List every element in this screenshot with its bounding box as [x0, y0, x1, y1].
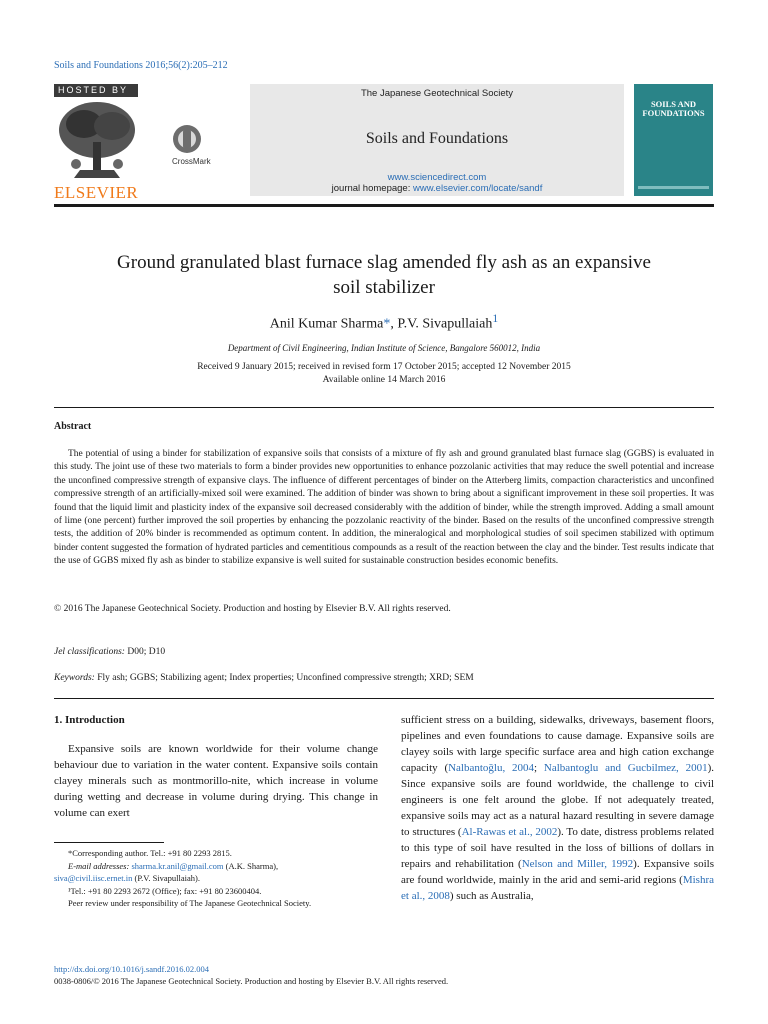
homepage-label: journal homepage: [331, 183, 413, 194]
intro-paragraph [54, 741, 378, 821]
intro-text: Expansive soils are known worldwide for their volume change behaviour due to variation in the water content. Expansive soils contain clayey minerals such as montmorillo-nite, which increase in volume during wetting and decrease in volume during drying. This change in volume can exert [54, 743, 378, 819]
email-owner-sharma: (A.K. Sharma), [223, 860, 279, 871]
crossmark-icon[interactable] [172, 124, 202, 154]
text-run: ). To date, distress problems related to this type of soil have resulted in the loss of billions of dollars in repairs and rehabilitation ( [401, 826, 714, 870]
email-owner-sivapullaiah: (P.V. Sivapullaiah). [132, 873, 201, 883]
citation-link[interactable]: Nalbantoğlu, 2004 [448, 762, 535, 774]
footnote-email-2 [54, 872, 384, 885]
footnote-peer-review: Peer review under responsibility of The Japanese Geotechnical Society. [68, 898, 312, 908]
section-heading-introduction: 1. Introduction [54, 714, 125, 726]
email-link-sivapullaiah[interactable]: siva@civil.iisc.ernet.in [54, 873, 133, 883]
jel-classifications [54, 647, 165, 657]
journal-homepage [250, 183, 624, 194]
footnote-corresponding: *Corresponding author. Tel.: +91 80 2293 2815. [68, 848, 232, 858]
sciencedirect-link[interactable]: www.sciencedirect.com [387, 172, 487, 183]
received-dates: Received 9 January 2015; received in revised form 17 October 2015; accepted 12 November 2015 [197, 362, 571, 372]
title-line-1: Ground granulated blast furnace slag amended fly ash as an expansive [117, 252, 651, 273]
homepage-link[interactable]: www.elsevier.com/locate/sandf [412, 183, 543, 194]
body-divider [54, 698, 714, 699]
affiliation: Department of Civil Engineering, Indian Institute of Science, Bangalore 560012, India [227, 343, 541, 353]
title-line-2: soil stabilizer [333, 277, 435, 298]
text-run: ; [534, 762, 544, 774]
text-run: ). Since expansive soils are found worldwide, the challenge to civil engineers is one felt around the globe. If not adequately treated, expansive soils may act as a natural hazard resulting in severe damage to structures ( [401, 762, 714, 838]
footnotes [54, 847, 384, 910]
jel-value: D00; D10 [124, 647, 166, 657]
footnote-mark-link[interactable]: 1 [492, 312, 499, 325]
issn-copyright: 0038-0806/© 2016 The Japanese Geotechnical Society. Production and hosting by Elsevier B.V. All rights reserved. [54, 976, 449, 986]
footnote-emails [54, 860, 384, 873]
article-title [60, 250, 708, 300]
crossmark-label: CrossMark [172, 157, 211, 166]
hosted-by-label: HOSTED BY [54, 84, 138, 97]
keywords-value: Fly ash; GGBS; Stabilizing agent; Index properties; Unconfined compressive strength; XRD; SEM [94, 673, 474, 683]
online-date: Available online 14 March 2016 [322, 375, 446, 385]
email-link-sharma[interactable]: sharma.kr.anil@gmail.com [131, 860, 224, 871]
cover-title: SOILS AND FOUNDATIONS [642, 99, 705, 118]
abstract-body [54, 448, 714, 569]
header-divider [54, 204, 714, 207]
citation-link[interactable]: Al-Rawas et al., 2002 [461, 826, 558, 838]
corresponding-mark-link[interactable]: * [383, 316, 391, 332]
author-separator: , [390, 316, 398, 332]
email-label: E-mail addresses: [68, 860, 132, 871]
elsevier-tree-icon [54, 98, 140, 184]
abstract-divider [54, 407, 714, 408]
text-run: sufficient stress on a building, sidewalks, driveways, basement floors, pipelines and even foundations to cause damage. Expansive soils are clayey soils with large specific surface area and high cation exchange capacity ( [401, 714, 714, 774]
jel-label: Jel classifications: [54, 647, 125, 657]
doi-link[interactable]: http://dx.doi.org/10.1016/j.sandf.2016.02.004 [54, 964, 209, 974]
journal-name: Soils and Foundations [365, 130, 509, 147]
citation-link[interactable]: Nalbantoglu and Gucbilmez, 2001 [543, 762, 708, 774]
abstract-text: The potential of using a binder for stabilization of expansive soils that consists of a mixture of fly ash and ground granulated blast furnace slag (GGBS) is evaluated in this study. The joint use of these two materials to form a binder provides new opportunities to enhance pozzolanic activities that may reduce the swell potential and increase the unconfined compressive strength of expansive clays. The influence of different percentages of binder on the Atterberg limits, compaction characteristics and unconfined compressive strength of an artificially-mixed soil were examined. The addition of binder was shown to bring about a significant improvement in these soil properties. It was found that the liquid limit and plasticity index of the expansive soil decreased considerably with the addition of binder, while the strength improved. Adding a small amount of lime (one percent) further improved the soil properties by enhancing the pozzolanic reactivity of the binder. Based on the results of the unconfined compressive strength tests, the addition of 20% binder is recommended as optimum content. In addition, the mineralogical and morphological studies of soil specimen stabilized with optimum binder content suggested the formation of hydrated particles and cementitious compounds as a result of the reaction between the clay and the binder. Test results indicate that the use of GGBS mixed fly ash as binder to stabilize expansive is well suited for sustainable construction besides economic benefits. [54, 449, 714, 567]
citation-link[interactable]: Nelson and Miller, 1992 [521, 858, 634, 870]
keywords [54, 673, 474, 683]
footnote-tel: ¹Tel.: +91 80 2293 2672 (Office); fax: +91 80 23600404. [68, 885, 262, 896]
text-run: ). Expansive soils are found worldwide, mainly in the arid and semi-arid regions ( [401, 858, 714, 886]
society-name: The Japanese Geotechnical Society [360, 88, 514, 99]
keywords-label: Keywords: [54, 673, 95, 683]
text-run: ) such as Australia, [449, 890, 534, 902]
abstract-copyright: © 2016 The Japanese Geotechnical Society. Production and hosting by Elsevier B.V. All rights reserved. [54, 604, 451, 614]
cover-decoration [638, 186, 709, 189]
author-2: P.V. Sivapullaiah [397, 316, 493, 332]
author-1: Anil Kumar Sharma [269, 316, 384, 332]
elsevier-logo-text: ELSEVIER [54, 183, 139, 202]
citation-link[interactable]: Mishra et al., 2008 [401, 874, 714, 902]
author-list [60, 312, 708, 333]
footnote-divider [54, 842, 164, 843]
right-column-text [401, 712, 714, 904]
abstract-heading: Abstract [54, 421, 92, 432]
journal-reference-link[interactable]: Soils and Foundations 2016;56(2):205–212 [54, 60, 228, 71]
